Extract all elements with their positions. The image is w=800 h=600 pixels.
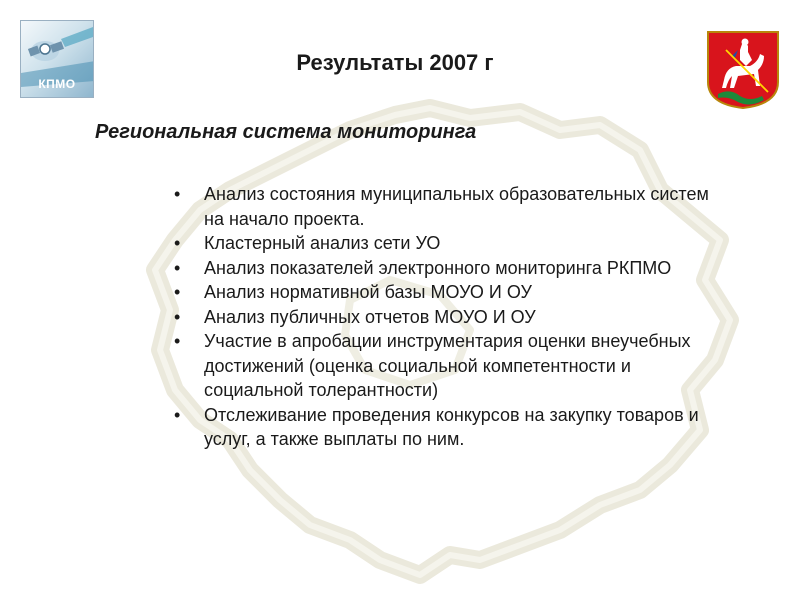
list-item: • Анализ нормативной базы МОУО И ОУ <box>172 280 732 305</box>
logo-text: КПМО <box>38 77 76 91</box>
list-item: • Участие в апробации инструментария оценки внеучебных достижений (оценка социальной компетентности и социальной толерантности) <box>172 329 732 403</box>
section-subtitle: Региональная система мониторинга <box>95 121 477 143</box>
results-list <box>172 182 732 452</box>
coat-of-arms-icon <box>706 30 780 110</box>
page-title: Результаты 2007 г <box>296 50 494 75</box>
list-item: • Анализ показателей электронного мониторинга РКПМО <box>172 256 732 281</box>
list-item: • Анализ публичных отчетов МОУО И ОУ <box>172 305 732 330</box>
list-item: • Анализ состояния муниципальных образовательных систем на начало проекта. <box>172 182 732 231</box>
list-item: • Кластерный анализ сети УО <box>172 231 732 256</box>
list-item: • Отслеживание проведения конкурсов на закупку товаров и услуг, а также выплаты по ним. <box>172 403 732 452</box>
